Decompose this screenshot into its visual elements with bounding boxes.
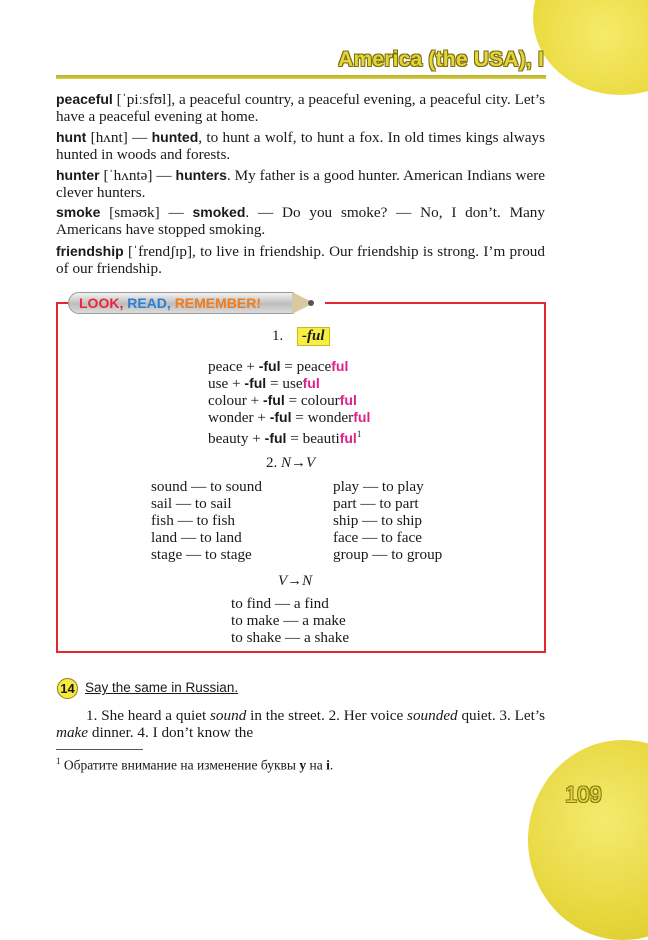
headword: hunt bbox=[56, 129, 87, 145]
entry-text: [ˈpiːsfʊl], a peaceful country, a peaceful evening, a peaceful city. Let’s have a peaceful evening at home. bbox=[56, 91, 545, 125]
headword: peaceful bbox=[56, 91, 113, 107]
entry-text: , to hunt a wolf, to hunt a fox. In old times kings always hunted in woods and forests. bbox=[56, 129, 545, 163]
arrow-icon: → bbox=[287, 573, 303, 589]
vocab-entry-peaceful bbox=[56, 91, 545, 125]
list-item: part — to part bbox=[333, 495, 419, 512]
section-3-heading: V→N bbox=[278, 573, 313, 589]
noun-to-verb-left-column bbox=[151, 478, 262, 563]
footnote-divider bbox=[56, 749, 143, 750]
exercise-instruction: Say the same in Russian. bbox=[85, 680, 239, 695]
list-item: to make — a make bbox=[231, 612, 346, 629]
list-item: to shake — a shake bbox=[231, 629, 350, 646]
entry-text: [hʌnt] — bbox=[86, 129, 152, 146]
banner-remember: REMEMBER! bbox=[174, 295, 262, 311]
exercise-number-badge: 14 bbox=[57, 678, 78, 699]
list-item: ship — to ship bbox=[333, 512, 423, 529]
suffix-badge: -ful bbox=[297, 327, 330, 346]
headword: hunter bbox=[56, 167, 100, 183]
arrow-icon: → bbox=[291, 455, 307, 471]
list-item: sail — to sail bbox=[151, 495, 232, 512]
list-item: to find — a find bbox=[231, 595, 329, 612]
banner-read: READ, bbox=[127, 295, 171, 311]
entry-text: . My father is a good hunter. American Indians were clever hunters. bbox=[56, 167, 546, 201]
entry-text: [ˈfrendʃɪp], to live in friendship. Our friendship is strong. I’m proud of our friendship. bbox=[56, 243, 545, 277]
headword-form: hunters bbox=[175, 167, 227, 183]
vocab-entry-friendship bbox=[56, 243, 545, 277]
list-item: stage — to stage bbox=[151, 546, 252, 563]
corner-decoration-top bbox=[533, 0, 648, 95]
verb-to-noun-list bbox=[231, 595, 349, 646]
corner-decoration-bottom bbox=[528, 740, 648, 940]
entry-text: [sməʊk] — bbox=[100, 204, 193, 221]
pencil-banner-icon bbox=[68, 292, 294, 314]
list-item: fish — to fish bbox=[151, 512, 235, 529]
footnote: $^1$ Обратите внимание на изменение буквы y на i. bbox=[56, 756, 334, 773]
vocab-entry-smoke bbox=[56, 204, 545, 238]
suffix-ful-list bbox=[208, 358, 370, 447]
section-2-heading: 2. N→V bbox=[266, 455, 316, 471]
list-item: peace + -ful = peaceful bbox=[208, 358, 349, 375]
page-number: 109 bbox=[565, 782, 602, 807]
list-item: sound — to sound bbox=[151, 478, 262, 495]
footnote-mark: 1 bbox=[356, 429, 362, 439]
page-title: America (the USA), I bbox=[338, 48, 544, 71]
list-item: colour + -ful = colourful bbox=[208, 392, 357, 409]
banner-look: LOOK, bbox=[79, 295, 124, 311]
vocab-entry-hunt bbox=[56, 129, 545, 163]
headword-form: hunted bbox=[151, 129, 199, 145]
headword: friendship bbox=[56, 243, 124, 259]
list-item: group — to group bbox=[333, 546, 443, 563]
list-item: beauty + -ful = beautiful$^1$ bbox=[208, 429, 362, 448]
list-item: land — to land bbox=[151, 529, 242, 546]
look-read-remember-banner bbox=[68, 292, 316, 314]
section-1-heading bbox=[272, 327, 330, 346]
headword: smoke bbox=[56, 204, 101, 220]
list-item: use + -ful = useful bbox=[208, 375, 320, 392]
noun-to-verb-right-column bbox=[333, 478, 442, 563]
list-item: play — to play bbox=[333, 478, 424, 495]
headword-form: smoked bbox=[192, 204, 246, 220]
title-underline bbox=[56, 75, 546, 79]
section-number: 1. bbox=[272, 328, 284, 344]
entry-text: [ˈhʌntə] — bbox=[99, 167, 176, 184]
list-item: wonder + -ful = wonderful bbox=[208, 409, 371, 426]
list-item: face — to face bbox=[333, 529, 422, 546]
exercise-text: 1. She heard a quiet sound in the street. 2. Her voice sounded quiet. 3. Let’s make dinner. 4. I don’t know the bbox=[56, 707, 545, 741]
vocab-entry-hunter bbox=[56, 167, 545, 201]
entry-text: . — Do you smoke? — No, I don’t. Many Americans have stopped smoking. bbox=[56, 204, 545, 238]
